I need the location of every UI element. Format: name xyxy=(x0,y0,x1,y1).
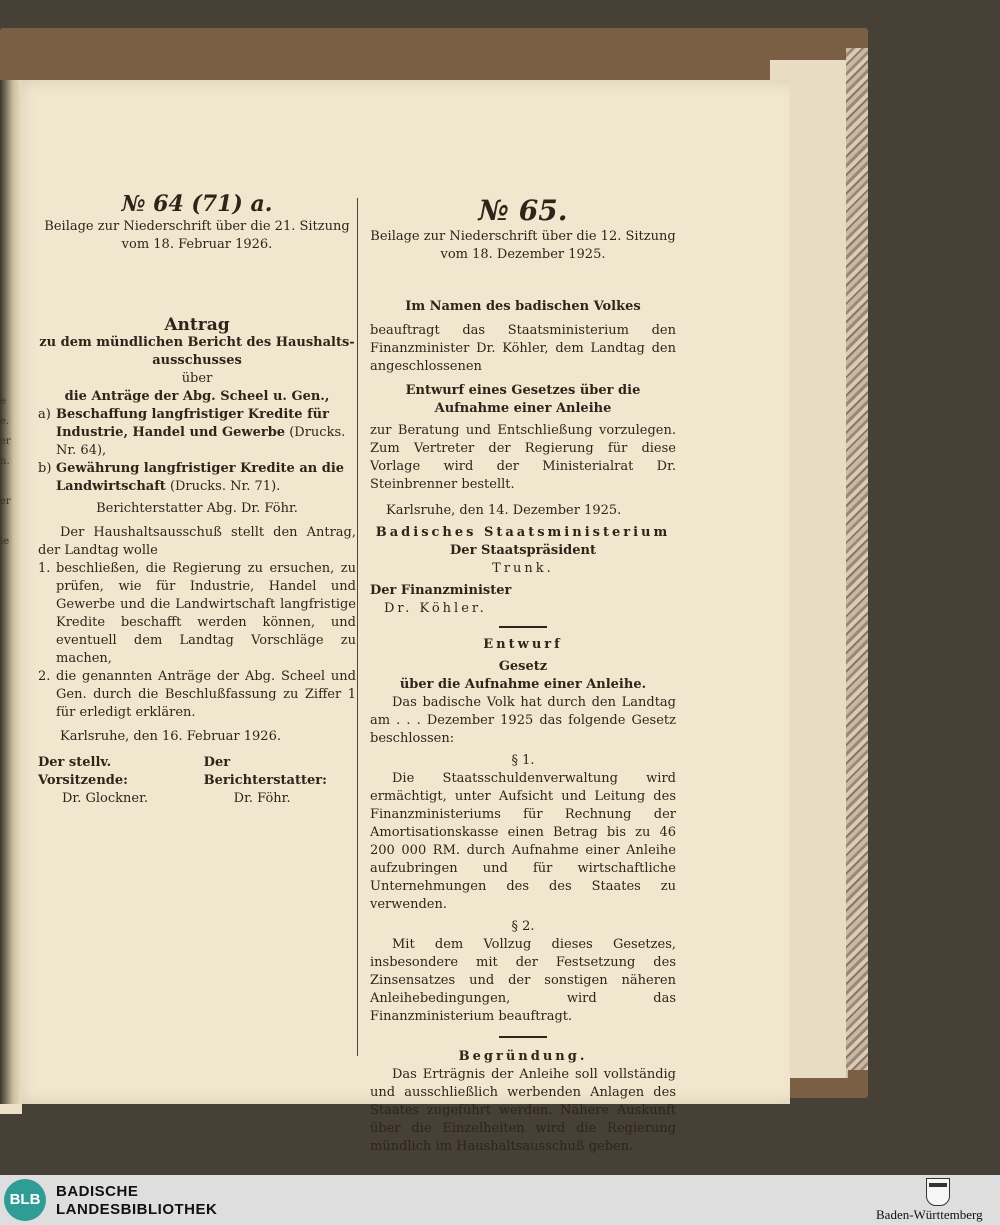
margin-fragment: ie xyxy=(0,536,10,547)
item-marker: b) xyxy=(38,461,52,476)
paragraph-1: § 1. xyxy=(511,753,535,768)
blb-logo: BLB xyxy=(4,1179,46,1221)
margin-fragment: e xyxy=(0,396,6,407)
finanzminister-name: Dr. Köhler. xyxy=(384,601,487,616)
antrag-subtitle: zu dem mündlichen Bericht des Haushalts-ausschusses xyxy=(39,335,355,368)
signature-title: Der Berichterstatter: xyxy=(203,755,327,788)
margin-fragment: n. xyxy=(0,456,10,467)
item-1-text: beschließen, die Regierung zu ersuchen, zu prüfen, wie für Industrie, Handel und Gewerbe und die Landwirtschaft langfristige Kredite beschafft werden können, und eventuell dem Landtag Vorschläge zu machen, xyxy=(56,561,356,666)
intro-text: Der Haushaltsausschuß stellt den Antrag, der Landtag wolle xyxy=(38,525,356,558)
item-b-ref: (Drucks. Nr. 71). xyxy=(169,479,281,494)
resolution-item-1 xyxy=(38,560,356,668)
ministerium-heading: Badisches Staatsministerium xyxy=(375,525,671,540)
antraege-text: die Anträge der Abg. Scheel u. Gen., xyxy=(64,389,330,404)
marbled-edge xyxy=(846,48,868,1070)
paragraph-1-text: Die Staatsschuldenverwaltung wird ermächtigt, unter Aufsicht und Leitung des Finanzministeriums für Rechnung der Amortisationskasse einen Betrag bis zu 46 200 000 RM. durch Aufnahme einer Anleihe aufzubringen und für wirtschaftliche Unternehmungen des des Staates zu verwenden. xyxy=(370,771,676,912)
signature-title: Der stellv. Vorsitzende: xyxy=(38,755,128,788)
begruendung-text: Das Erträgnis der Anleihe soll vollständig und ausschließlich werbenden Anlagen des Staates zugeführt werden. Nähere Auskunft über die Einzelheiten wird die Regierung mündlich im Haushaltsausschuß geben. xyxy=(370,1067,676,1154)
left-margin-fragments xyxy=(0,392,14,552)
section-rule xyxy=(499,1036,547,1038)
document-number: № 65. xyxy=(478,194,568,227)
signatures xyxy=(38,754,356,808)
paragraph-2: § 2. xyxy=(511,919,535,934)
left-column xyxy=(38,190,356,808)
margin-fragment: er xyxy=(0,496,11,507)
column-divider xyxy=(357,198,358,1056)
library-name-line2: LANDESBIBLIOTHEK xyxy=(56,1201,218,1218)
date-line: Karlsruhe, den 14. Dezember 1925. xyxy=(386,503,622,518)
gesetz-subtitle: über die Aufnahme einer Anleihe. xyxy=(399,677,647,692)
item-marker: a) xyxy=(38,407,51,422)
section-rule xyxy=(499,626,547,628)
paragraph-2-text: Mit dem Vollzug dieses Gesetzes, insbesondere mit der Festsetzung des Zinsensatzes und der sonstigen näheren Anleihebedingungen, wird das Finanzministerium beauftragt. xyxy=(370,937,676,1024)
signature-name: Dr. Föhr. xyxy=(233,791,291,806)
library-name-line1: BADISCHE xyxy=(56,1183,139,1200)
signature-right xyxy=(204,754,356,808)
right-column xyxy=(370,194,676,1156)
namen-heading: Im Namen des badischen Volkes xyxy=(405,299,641,314)
finanzminister-title: Der Finanzminister xyxy=(370,583,512,598)
beilage-note: Beilage zur Niederschrift über die 12. Sitzung vom 18. Dezember 1925. xyxy=(370,229,676,262)
signature-left xyxy=(38,754,204,808)
coat-of-arms-icon xyxy=(926,1178,950,1206)
praesident-title: Der Staatspräsident xyxy=(450,543,596,558)
state-name: Baden-Württemberg xyxy=(876,1207,983,1222)
gesetz-heading: Gesetz xyxy=(498,659,548,674)
entwurf-heading: Entwurf xyxy=(483,637,563,652)
antrag-item-a xyxy=(38,406,356,460)
beilage-note: Beilage zur Niederschrift über die 21. Sitzung vom 18. Februar 1926. xyxy=(44,219,350,252)
beratung-text: zur Beratung und Entschließung vorzulegen. Zum Vertreter der Regierung für diese Vorlage wird der Ministerialrat Dr. Steinbrenner bestellt. xyxy=(370,423,676,492)
document-number: № 64 (71) a. xyxy=(121,191,273,217)
ueber-text: über xyxy=(181,371,213,386)
antrag-heading: Antrag xyxy=(164,315,230,335)
beauftragt-text: beauftragt das Staatsministerium den Finanzminister Dr. Köhler, dem Landtag den angeschlossenen xyxy=(370,323,676,374)
signature-name: Dr. Glockner. xyxy=(62,791,148,806)
begruendung-heading: Begründung. xyxy=(458,1049,588,1064)
entwurf-title: Entwurf eines Gesetzes über die Aufnahme einer Anleihe xyxy=(405,383,641,416)
resolution-item-2 xyxy=(38,668,356,722)
antrag-item-b xyxy=(38,460,356,496)
praesident-name: Trunk. xyxy=(492,561,554,576)
item-marker: 2. xyxy=(38,669,51,684)
date-line: Karlsruhe, den 16. Februar 1926. xyxy=(60,729,281,744)
berichterstatter-line: Berichterstatter Abg. Dr. Föhr. xyxy=(96,501,298,516)
item-a-title: Beschaffung langfristiger Kredite für Industrie, Handel und Gewerbe xyxy=(56,407,329,440)
item-b-title: Gewährung langfristiger Kredite an die Landwirtschaft xyxy=(56,461,345,494)
gesetz-intro: Das badische Volk hat durch den Landtag am . . . Dezember 1925 das folgende Gesetz beschlossen: xyxy=(370,695,676,746)
page-gutter xyxy=(0,80,22,1104)
item-2-text: die genannten Anträge der Abg. Scheel und Gen. durch die Beschlußfassung zu Ziffer 1 für erledigt erklären. xyxy=(56,669,356,720)
margin-fragment: er xyxy=(0,436,11,447)
margin-fragment: e. xyxy=(0,416,10,427)
item-a-ref: (Drucks. Nr. 64), xyxy=(56,425,346,458)
item-marker: 1. xyxy=(38,561,51,576)
footer-bar xyxy=(0,1175,1000,1225)
